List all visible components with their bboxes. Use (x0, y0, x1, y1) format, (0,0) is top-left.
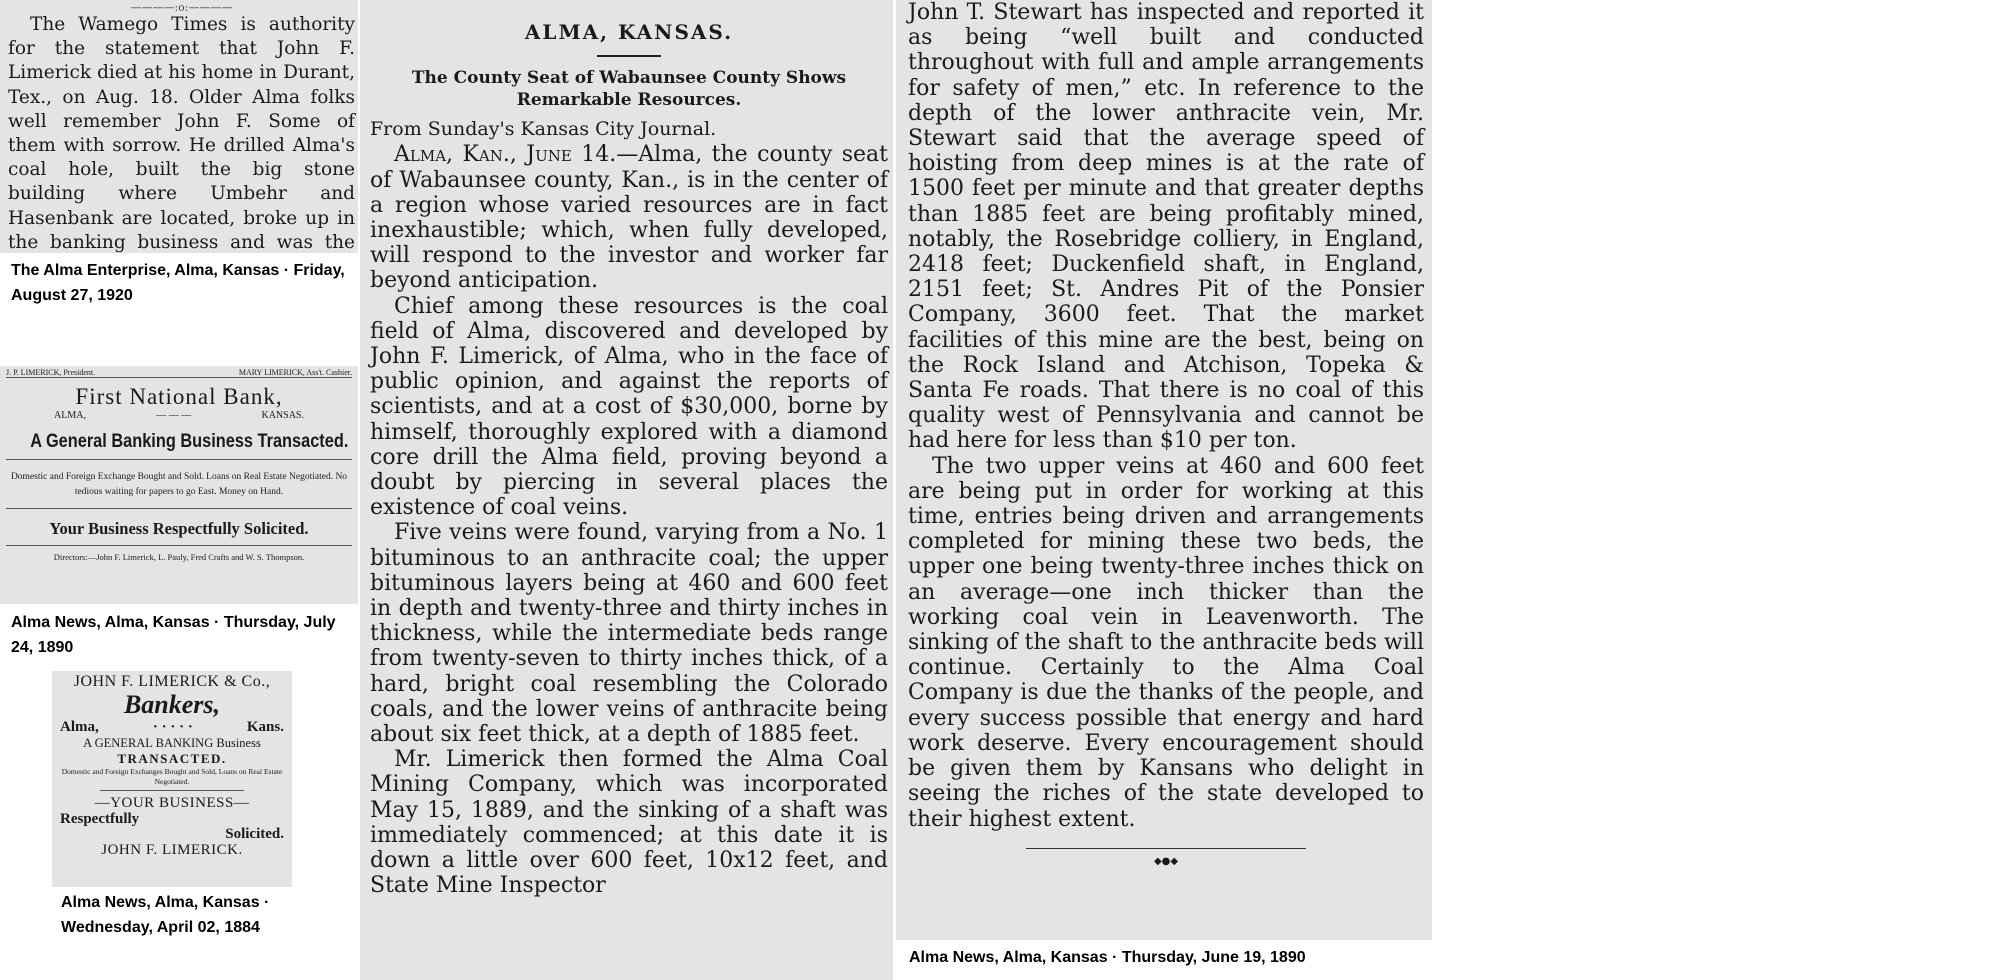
article-paragraph: Mr. Limerick then formed the Alma Coal Mining Company, which was incorporated May 15, 1889, and the sinking of a shaft was immediately commenced; at this date it is down a little over 600 feet, 10x12 feet, and State Mine Inspector (370, 747, 888, 899)
bank-state: KANSAS. (261, 410, 304, 421)
divider (6, 545, 352, 546)
bank-location (6, 410, 352, 421)
alma-kansas-caption: Alma News, Alma, Kansas · Thursday, June 19, 1890 (909, 949, 1306, 966)
firm-state: Kans. (246, 719, 284, 735)
firm-location (60, 719, 284, 736)
divider (6, 459, 352, 460)
respectfully-line: Respectfully (60, 811, 140, 827)
exchange-line: Domestic and Foreign Exchanges Bought and Sold, Loans on Real Estate Negotiated. (61, 767, 283, 786)
article-paragraph: John T. Stewart has inspected and reported it as being “well built and conducted throughout with full and ample arrangements for safety of men,” etc. In reference to the depth of the lower anthracite vein, Mr. Stewart said that the average speed of hoisting from deep mines is at the rate of 1500 feet per minute and that greater depths than 1885 feet are being profitably mined, notably, the Rosebridge colliery, in England, 2418 feet; Duckenfield shaft, in England, 2151 feet; St. Andres Pit of the Ponsier Company, 3600 feet. That the market facilities of this mine are the best, being on the Rock Island and Atchison, Topeka & Santa Fe roads. That there is no coal of this quality west of Pennsylvania and cannot be had here for less than $10 per ton. (908, 0, 1424, 454)
transacted-line: TRANSACTED. (117, 751, 227, 766)
article-paragraph: Five veins were found, varying from a No. 1 bituminous to an anthracite coal; the upper bituminous layers being at 460 and 600 feet in depth and twenty-three and thirty inches in thickness, while the intermediate beds range from twenty-seven to thirty inches thick, of a hard, bright coal resembling the Colorado coals, and the lower veins of anthracite being about six feet thick, at a depth of 1885 feet. (370, 520, 888, 748)
divider (100, 790, 244, 791)
firm-city: Alma, (60, 719, 99, 735)
firm-name: JOHN F. LIMERICK & Co., (73, 673, 271, 690)
location-dashes: — — — (156, 410, 192, 421)
article-paragraph: The two upper veins at 460 and 600 feet are being put in order for working at this time, entries being driven and arrangements completed for mining these two beds, the upper one being twenty-three inches thick on an average—one inch thicker than the working coal vein in Leavenworth. The sinking of the shaft to the anthracite beds will continue. Certainly to the Alma Coal Company is due the thanks of the people, and every success possible that energy and hard work deserve. Every encouragement should be given them by Kansans who delight in seeing the riches of the state developed to their highest extent. (908, 453, 1424, 832)
bank-services: Domestic and Foreign Exchange Bought and Sold. Loans on Real Estate Negotiated. No tedious waiting for papers to go East. Money on Hand. (10, 472, 348, 497)
bank-directors: Directors:—John F. Limerick, L. Pauly, Fred Crafts and W. S. Thompson. (53, 552, 305, 562)
bank-officers (6, 368, 352, 377)
president-name: J. P. LIMERICK, President. (6, 368, 96, 377)
limerick-co-ad (52, 671, 292, 887)
article-dateline: Alma, Kan., June 14. (394, 142, 617, 168)
article-source: From Sunday's Kansas City Journal. (370, 118, 717, 141)
bank-headline: A General Banking Business Transacted. (30, 431, 349, 452)
article-paragraph: Chief among these resources is the coal field of Alma, discovered and developed by John F. Limerick, of Alma, who in the face of public opinion, and against the reports of scientists, and at a cost of $30,000, borne by himself, thoroughly explored with a diamond core drill the Alma field, proving beyond a doubt by piercing in several places the existence of coal veins. (370, 293, 888, 521)
top-ornament: ————:o:———— (130, 1, 233, 14)
alma-kansas-article (360, 0, 893, 980)
solicited-line: Solicited. (225, 826, 284, 842)
divider (6, 508, 352, 509)
general-banking-line: A GENERAL BANKING Business (83, 736, 261, 750)
bankers-title: Bankers, (123, 690, 221, 719)
article-paragraph: Alma, Kan., June 14.—Alma, the county seat of Wabaunsee county, Kan., is in the center of a region whose varied resources are in fact inexhaustible; which, when fully developed, will respond to the investor and worker far beyond anticipation. (370, 142, 889, 294)
article-heading: ALMA, KANSAS. (524, 20, 734, 44)
wamego-text: The Wamego Times is authority for the statement that John F. Limerick died at his home in Durant, Tex., on Aug. 18. Older Alma folks well remember John F. Some of them with sorrow. He drilled Alma's coal hole, built the big stone building where Umbehr and Hasenbank are located, broke up in the banking business and was the (8, 14, 355, 253)
alma-kansas-article-continued (896, 0, 1432, 940)
heading-rule (597, 55, 661, 57)
your-business-line: —YOUR BUSINESS— (94, 795, 250, 811)
location-dots: · · · · · (152, 719, 193, 735)
end-ornament: ◆●◆ (1026, 848, 1306, 874)
firm-signature: JOHN F. LIMERICK. (101, 842, 243, 858)
wamego-times-clipping (0, 0, 358, 253)
cashier-name: MARY LIMERICK, Ass't. Cashier. (238, 368, 352, 377)
article-subhead: The County Seat of Wabaunsee County Shows Remarkable Resources. (411, 68, 847, 111)
first-national-caption: Alma News, Alma, Kansas · Thursday, July 24, 1890 (11, 614, 336, 656)
first-national-bank-ad (0, 366, 358, 604)
bank-city: ALMA, (54, 410, 86, 421)
limerick-co-caption: Alma News, Alma, Kansas · Wednesday, April 02, 1884 (61, 894, 270, 936)
wamego-caption: The Alma Enterprise, Alma, Kansas · Friday, August 27, 1920 (11, 262, 345, 304)
bank-solicitation: Your Business Respectfully Solicited. (49, 519, 309, 538)
bank-name: First National Bank, (75, 384, 283, 409)
divider (6, 377, 352, 378)
